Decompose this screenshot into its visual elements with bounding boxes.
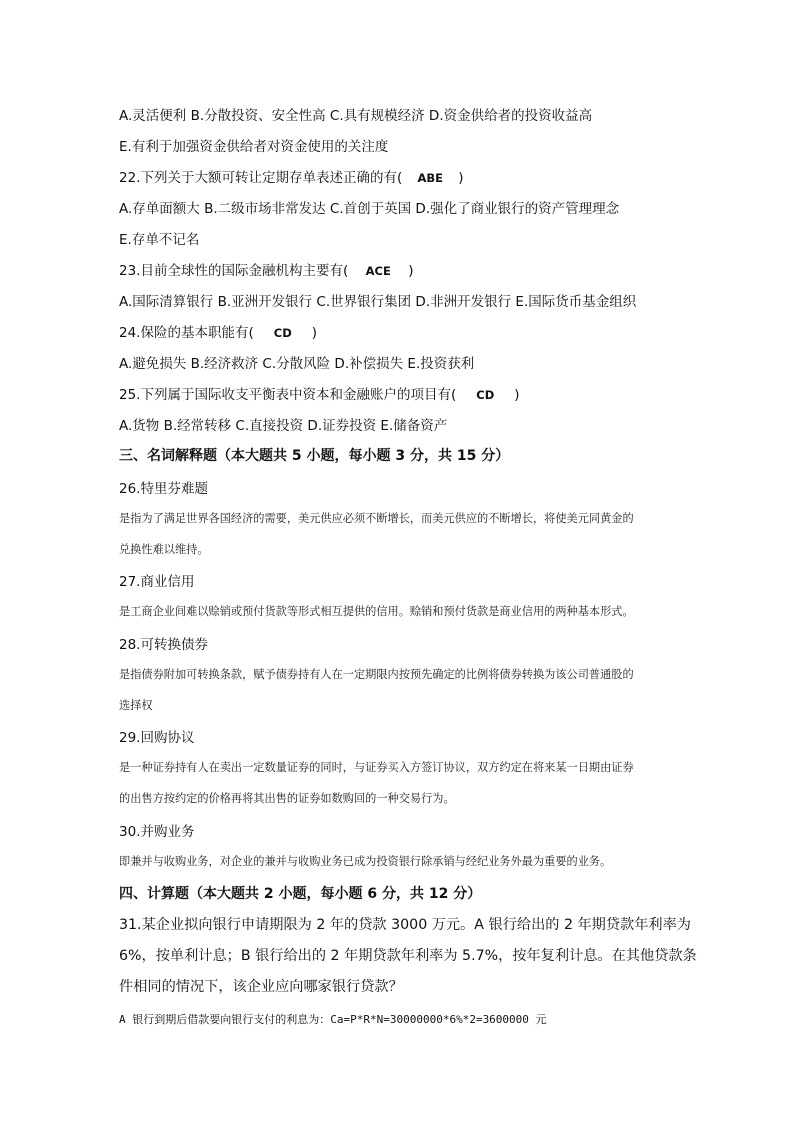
calc-31-working: A 银行到期后借款要向银行支付的利息为：Ca=P*R*N=30000000*6%*2=3600000 元 bbox=[119, 1013, 547, 1026]
question-22 bbox=[119, 166, 464, 186]
question-24-close: ) bbox=[311, 325, 318, 341]
question-25-text: 25.下列属于国际收支平衡表中资本和金融账户的项目有( bbox=[119, 387, 457, 403]
q21-options-line-1: A.灵活便利 B.分散投资、安全性高 C.具有规模经济 D.资金供给者的投资收益高 bbox=[119, 108, 593, 124]
section-4-heading: 四、计算题（本大题共 2 小题，每小题 6 分，共 12 分） bbox=[119, 886, 482, 902]
question-24 bbox=[119, 321, 317, 341]
term-26: 26.特里芬难题 bbox=[119, 481, 208, 497]
term-27: 27.商业信用 bbox=[119, 574, 195, 590]
question-25 bbox=[119, 383, 520, 403]
calc-31-line-1: 31.某企业拟向银行申请期限为 2 年的贷款 3000 万元。A 银行给出的 2 年期贷款年利率为 bbox=[119, 917, 691, 933]
definition-29-line-2: 的出售方按约定的价格再将其出售的证券如数购回的一种交易行为。 bbox=[119, 792, 455, 805]
definition-26-line-2: 兑换性难以维持。 bbox=[119, 543, 209, 556]
question-24-text: 24.保险的基本职能有( bbox=[119, 325, 254, 341]
question-22-answer: ABE bbox=[417, 171, 444, 185]
question-23-text: 23.目前全球性的国际金融机构主要有( bbox=[119, 263, 349, 279]
q22-options-line-1: A.存单面额大 B.二级市场非常发达 C.首创于英国 D.强化了商业银行的资产管理理念 bbox=[119, 201, 620, 217]
q24-options: A.避免损失 B.经济救济 C.分散风险 D.补偿损失 E.投资获利 bbox=[119, 356, 475, 372]
section-3-heading: 三、名词解释题（本大题共 5 小题，每小题 3 分，共 15 分） bbox=[119, 448, 510, 464]
q22-options-line-2: E.存单不记名 bbox=[119, 232, 200, 248]
question-25-answer: CD bbox=[476, 388, 495, 402]
definition-28-line-2: 选择权 bbox=[119, 699, 153, 712]
question-23-answer: ACE bbox=[365, 264, 391, 278]
definition-27: 是工商企业间难以赊销或预付货款等形式相互提供的信用。赊销和预付货款是商业信用的两种基本形式。 bbox=[119, 605, 634, 618]
definition-30: 即兼并与收购业务，对企业的兼并与收购业务已成为投资银行除承销与经纪业务外最为重要的业务。 bbox=[119, 855, 612, 868]
term-29: 29.回购协议 bbox=[119, 730, 195, 746]
q21-options-line-2: E.有利于加强资金供给者对资金使用的关注度 bbox=[119, 139, 389, 155]
question-25-close: ) bbox=[514, 387, 520, 403]
calc-31-line-3: 件相同的情况下，该企业应向哪家银行贷款？ bbox=[119, 979, 403, 995]
definition-29-line-1: 是一种证券持有人在卖出一定数量证券的同时，与证券买入方签订协议，双方约定在将来某一日期由证券 bbox=[119, 761, 634, 774]
question-24-answer: CD bbox=[273, 326, 292, 340]
q25-options: A.货物 B.经常转移 C.直接投资 D.证券投资 E.储备资产 bbox=[119, 418, 448, 434]
term-28: 28.可转换债券 bbox=[119, 637, 208, 653]
question-23-close: ) bbox=[408, 263, 414, 279]
question-23 bbox=[119, 259, 414, 279]
definition-28-line-1: 是指债券附加可转换条款，赋予债券持有人在一定期限内按预先确定的比例将债券转换为该公司普通股的 bbox=[119, 668, 634, 681]
term-30: 30.并购业务 bbox=[119, 824, 195, 840]
q23-options: A.国际清算银行 B.亚洲开发银行 C.世界银行集团 D.非洲开发银行 E.国际货币基金组织 bbox=[119, 294, 637, 310]
definition-26-line-1: 是指为了满足世界各国经济的需要，美元供应必须不断增长，而美元供应的不断增长，将使美元同黄金的 bbox=[119, 512, 634, 525]
question-22-text: 22.下列关于大额可转让定期存单表述正确的有( bbox=[119, 170, 403, 186]
calc-31-line-2: 6%，按单利计息；B 银行给出的 2 年期贷款年利率为 5.7%，按年复利计息。在其他贷款条 bbox=[119, 948, 697, 964]
question-22-close: ) bbox=[458, 170, 464, 186]
